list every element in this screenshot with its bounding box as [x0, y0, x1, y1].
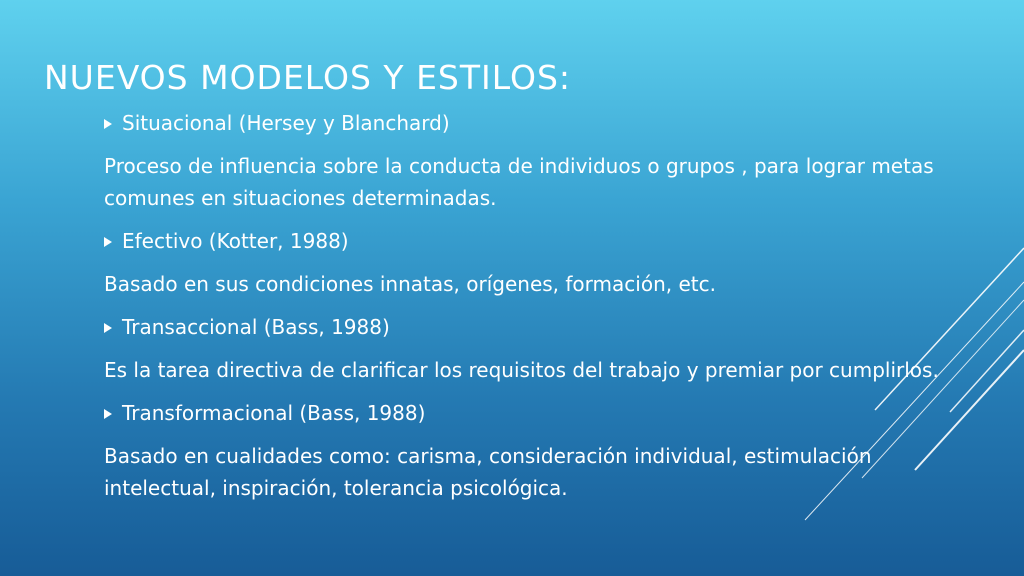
triangle-right-icon	[104, 119, 112, 129]
slide-content	[104, 108, 944, 516]
bullet-item	[104, 312, 944, 342]
bullet-label: Transformacional (Bass, 1988)	[122, 401, 426, 425]
triangle-right-icon	[104, 237, 112, 247]
triangle-right-icon	[104, 323, 112, 333]
decorative-line	[950, 330, 1024, 412]
bullet-description: Basado en sus condiciones innatas, orígenes, formación, etc.	[104, 272, 716, 296]
bullet-item	[104, 398, 944, 428]
bullet-item	[104, 108, 944, 138]
bullet-description: Es la tarea directiva de clarificar los requisitos del trabajo y premiar por cumplirlos.	[104, 358, 939, 382]
bullet-description: Proceso de influencia sobre la conducta de individuos o grupos , para lograr metas comunes en situaciones determinadas.	[104, 154, 934, 210]
triangle-right-icon	[104, 409, 112, 419]
bullet-label: Efectivo (Kotter, 1988)	[122, 229, 349, 253]
slide-title: NUEVOS MODELOS Y ESTILOS:	[44, 58, 572, 97]
bullet-label: Transaccional (Bass, 1988)	[122, 315, 390, 339]
bullet-label: Situacional (Hersey y Blanchard)	[122, 111, 450, 135]
bullet-description: Basado en cualidades como: carisma, consideración individual, estimulación intelectual, inspiración, tolerancia psicológica.	[104, 444, 872, 500]
bullet-item	[104, 226, 944, 256]
